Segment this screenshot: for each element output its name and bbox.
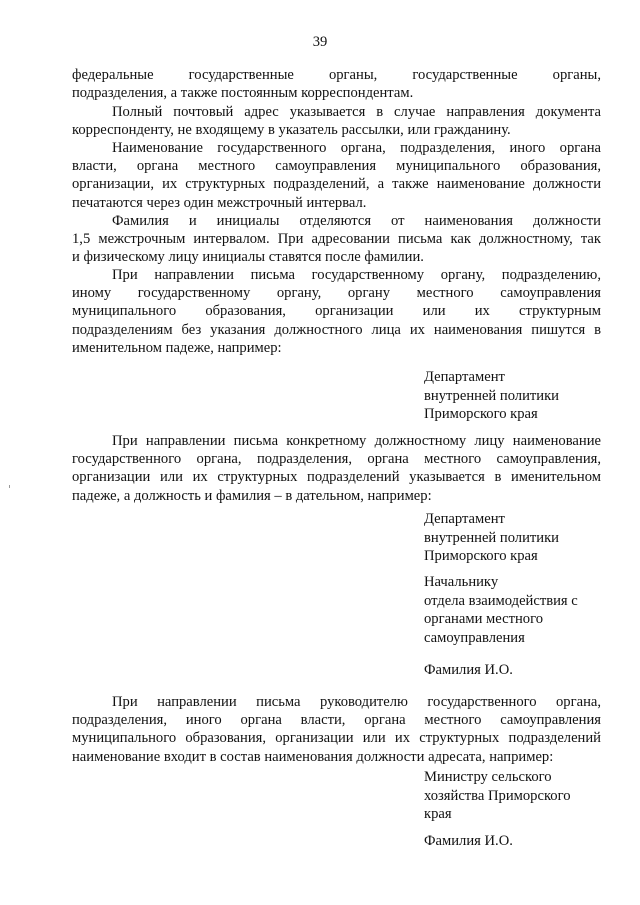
paragraph-5 (72, 266, 601, 357)
paragraph-4 (72, 212, 601, 267)
text-line: государственного органа, подразделения, органа местного самоуправления, (72, 451, 601, 468)
text-line: муниципального образования, организации или их структурных подразделений (72, 730, 601, 747)
text-line: федеральные государственные органы, государственные органы, (72, 67, 601, 83)
addressee-example-2 (424, 510, 559, 566)
text-line: Фамилия и инициалы отделяются от наименования должности (112, 213, 601, 229)
scan-speck (9, 485, 10, 488)
text-line: подразделениям без указания должностного лица их наименования пишутся в (72, 321, 601, 338)
address-line: Министру сельского (424, 769, 552, 785)
addressee-example-4 (424, 768, 571, 824)
text-line: корреспонденту, не входящему в указатель рассылки, или гражданину. (72, 122, 511, 139)
text-line: муниципального образования, организации или их структурным (72, 303, 601, 320)
address-line: Фамилия И.О. (424, 662, 513, 678)
address-line: внутренней политики (424, 529, 559, 546)
address-line: самоуправления (424, 629, 525, 646)
text-line: падеже, а должность и фамилия – в дательном, например: (72, 487, 432, 504)
paragraph-3 (72, 139, 601, 212)
text-line: При направлении письма конкретному должностному лицу наименование (112, 433, 601, 449)
address-line: края (424, 806, 452, 823)
text-line: 1,5 межстрочным интервалом. При адресовании письма как должностному, так (72, 231, 601, 248)
address-line: Фамилия И.О. (424, 833, 513, 849)
text-line: и физическому лицу инициалы ставятся после фамилии. (72, 249, 424, 266)
text-line: Наименование государственного органа, подразделения, иного органа (112, 140, 601, 156)
text-line: подразделения, а также постоянным корреспондентам. (72, 85, 414, 102)
text-line: Полный почтовый адрес указывается в случае направления документа (112, 104, 601, 120)
text-line: подразделения, иного органа власти, органа местного самоуправления (72, 712, 601, 729)
address-line: отдела взаимодействия с (424, 592, 578, 609)
paragraph-2 (72, 103, 601, 139)
paragraph-1 (72, 66, 601, 102)
text-line: власти, органа местного самоуправления муниципального образования, (72, 158, 601, 175)
text-line: При направлении письма государственному органу, подразделению, (112, 267, 601, 283)
text-line: При направлении письма руководителю государственного органа, (112, 694, 601, 710)
text-line: именительном падеже, например: (72, 339, 282, 356)
address-line: Департамент (424, 369, 505, 385)
addressee-name-4 (424, 832, 513, 851)
address-line: Приморского края (424, 548, 538, 565)
address-line: хозяйства Приморского (424, 787, 571, 804)
addressee-example-3 (424, 573, 578, 647)
paragraph-6 (72, 432, 601, 505)
address-line: внутренней политики (424, 387, 559, 404)
addressee-name-3 (424, 661, 513, 680)
paragraph-7 (72, 693, 601, 766)
address-line: Департамент (424, 511, 505, 527)
text-line: организации, их структурных подразделений, а также наименование должности (72, 176, 601, 193)
text-line: иному государственному органу, органу местного самоуправления (72, 285, 601, 302)
addressee-example-1 (424, 368, 559, 424)
text-line: печатаются через один межстрочный интервал. (72, 194, 367, 211)
page-number: 39 (312, 34, 328, 50)
text-line: наименование входит в состав наименования должности адресата, например: (72, 748, 554, 765)
address-line: Начальнику (424, 574, 499, 590)
address-line: органами местного (424, 611, 543, 628)
text-line: организации или их структурных подразделений указывается в именительном (72, 469, 601, 486)
address-line: Приморского края (424, 406, 538, 423)
